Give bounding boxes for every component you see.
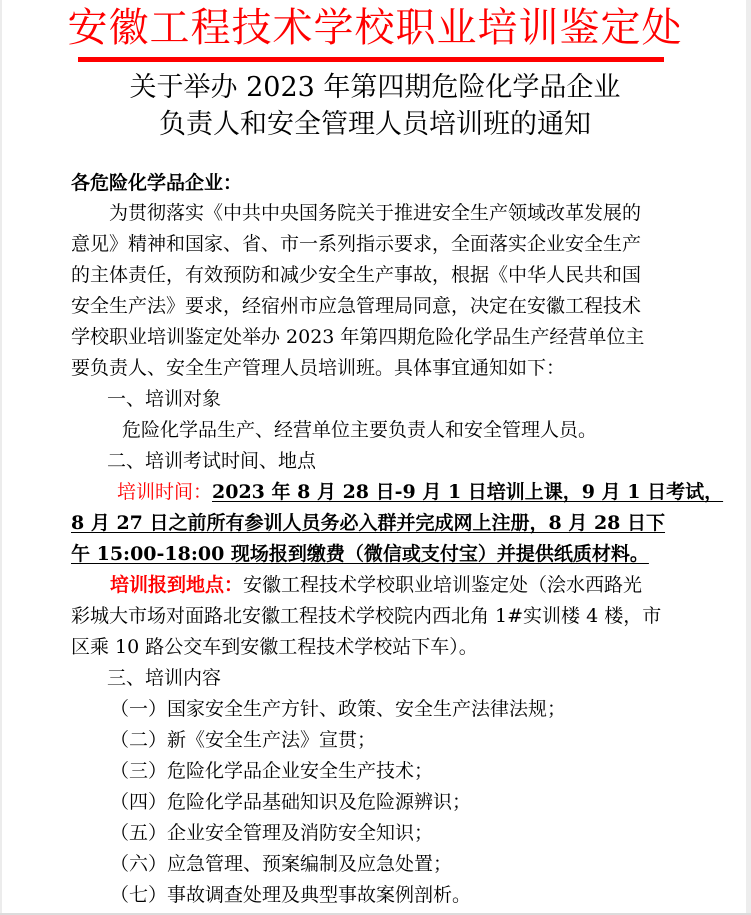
content-item: （七）事故调查处理及典型事故案例剖析。	[110, 884, 472, 906]
training-place-line: 区乘 10 路公交车到安徽工程技术学校站下车）。	[71, 636, 478, 658]
intro-line: 的主体责任，有效预防和减少安全生产事故，根据《中华人民共和国	[71, 264, 642, 286]
training-place-text: 安徽工程技术学校职业培训鉴定处（浍水西路光	[243, 574, 643, 596]
content-item: （三）危险化学品企业安全生产技术；	[110, 760, 434, 782]
notice-title-line-2: 负责人和安全管理人员培训班的通知	[159, 109, 591, 140]
salutation: 各危险化学品企业：	[71, 172, 243, 194]
page-right-edge	[746, 0, 751, 915]
training-place-row	[110, 570, 730, 600]
content-item: （一）国家安全生产方针、政策、安全生产法律法规；	[110, 698, 567, 720]
intro-line: 安全生产法》要求，经宿州市应急管理局同意，决定在安徽工程技术	[71, 295, 642, 317]
training-time-text: 8 月 27 日之前所有参训人员务必入群并完成网上注册，8 月 28 日下	[71, 512, 666, 534]
org-letterhead-title: 安徽工程技术学校职业培训鉴定处	[67, 5, 683, 51]
content-item: （四）危险化学品基础知识及危险源辨识；	[110, 791, 472, 813]
intro-line: 要负责人、安全生产管理人员培训班。具体事宜通知如下：	[71, 357, 566, 379]
training-time-line	[71, 508, 691, 538]
content-item: （六）应急管理、预案编制及应急处置；	[110, 853, 453, 875]
section-3-heading: 三、培训内容	[107, 667, 222, 689]
training-time-row	[117, 477, 737, 507]
intro-line: 为贯彻落实《中共中央国务院关于推进安全生产领域改革发展的	[109, 202, 642, 224]
notice-title-line-1: 关于举办 2023 年第四期危险化学品企业	[129, 72, 621, 103]
content-item: （五）企业安全管理及消防安全知识；	[110, 822, 434, 844]
content-item: （二）新《安全生产法》宣贯；	[110, 729, 377, 751]
section-1-content: 危险化学品生产、经营单位主要负责人和安全管理人员。	[122, 419, 598, 441]
training-time-text: 2023 年 8 月 28 日-9 月 1 日培训上课，9 月 1 日考试，	[212, 481, 724, 503]
letterhead-red-rule	[78, 57, 664, 62]
training-place-line: 彩城大市场对面路北安徽工程技术学校院内西北角 1#实训楼 4 楼，市	[71, 605, 662, 627]
document-page	[2, 0, 746, 913]
training-time-line	[71, 539, 691, 569]
section-1-heading: 一、培训对象	[107, 388, 222, 410]
intro-line: 学校职业培训鉴定处举办 2023 年第四期危险化学品生产经营单位主	[71, 326, 645, 348]
training-time-text: 午 15:00-18:00 现场报到缴费（微信或支付宝）并提供纸质材料。	[71, 543, 649, 565]
training-place-label: 培训报到地点：	[110, 574, 244, 596]
section-2-heading: 二、培训考试时间、地点	[107, 450, 317, 472]
intro-line: 意见》精神和国家、省、市一系列指示要求，全面落实企业安全生产	[71, 233, 642, 255]
training-time-label: 培训时间：	[117, 481, 213, 503]
